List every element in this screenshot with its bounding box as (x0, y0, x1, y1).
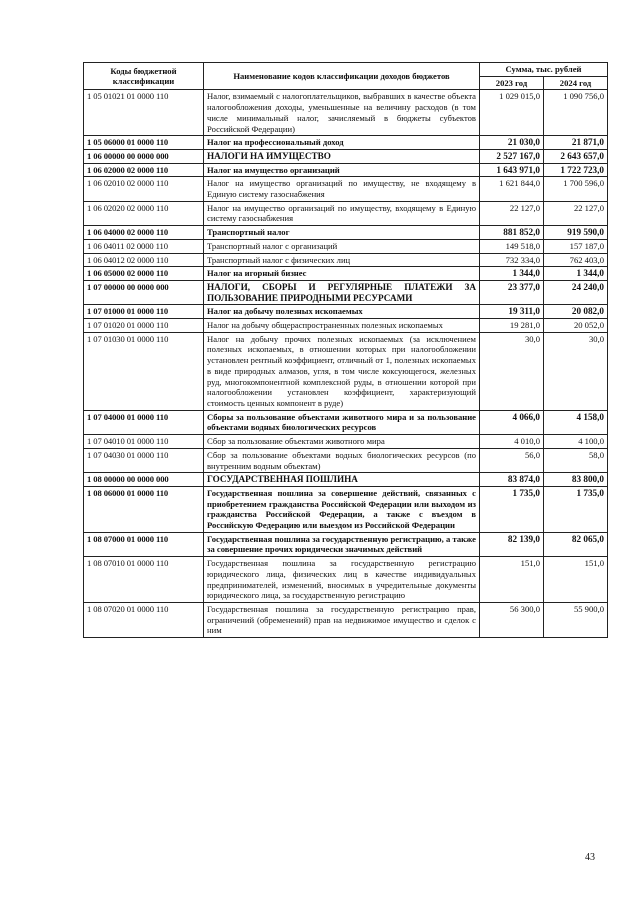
row-value-2023: 56 300,0 (480, 602, 544, 637)
table-row (84, 557, 608, 603)
row-value-2024: 4 100,0 (544, 435, 608, 449)
row-code: 1 08 07010 01 0000 110 (84, 557, 204, 603)
header-year-2023: 2023 год (480, 76, 544, 90)
table-row (84, 602, 608, 637)
row-value-2023: 1 621 844,0 (480, 177, 544, 201)
row-value-2023: 83 874,0 (480, 473, 544, 487)
header-name: Наименование кодов классификации доходов бюджетов (204, 63, 480, 90)
table-row (84, 486, 608, 532)
row-name: Налог на имущество организаций по имуществу, не входящему в Единую систему газоснабжения (204, 177, 480, 201)
row-value-2024: 1 735,0 (544, 486, 608, 532)
row-value-2023: 19 281,0 (480, 319, 544, 333)
row-value-2023: 732 334,0 (480, 253, 544, 267)
table-row (84, 435, 608, 449)
row-name: Налог на профессиональный доход (204, 136, 480, 150)
row-code: 1 07 01000 01 0000 110 (84, 305, 204, 319)
row-value-2024: 55 900,0 (544, 602, 608, 637)
row-value-2023: 149 518,0 (480, 239, 544, 253)
table-row (84, 267, 608, 281)
row-value-2023: 1 643 971,0 (480, 163, 544, 177)
row-code: 1 07 04030 01 0000 110 (84, 448, 204, 472)
header-sum: Сумма, тыс. рублей (480, 63, 608, 77)
row-code: 1 08 00000 00 0000 000 (84, 473, 204, 487)
table-body (84, 90, 608, 638)
table-row (84, 226, 608, 240)
row-code: 1 05 01021 01 0000 110 (84, 90, 204, 136)
row-code: 1 08 07000 01 0000 110 (84, 532, 204, 556)
row-value-2023: 23 377,0 (480, 280, 544, 304)
row-code: 1 07 04010 01 0000 110 (84, 435, 204, 449)
row-code: 1 06 04012 02 0000 110 (84, 253, 204, 267)
row-name: Транспортный налог с физических лиц (204, 253, 480, 267)
row-code: 1 05 06000 01 0000 110 (84, 136, 204, 150)
table-row (84, 90, 608, 136)
row-value-2023: 4 010,0 (480, 435, 544, 449)
row-name: Налог на добычу прочих полезных ископаемых (за исключением полезных ископаемых, в отношении которых при налогообложении установлен рентный коэффициент, отличный от 1, полезных ископаемых в виде природных алмазов, угля, в том числе коксующегося, железных руд, многокомпонентной комплексной руды, в отношении которой при налогообложении установлен коэффициент, характеризующий стоимость ценных компонент в руде) (204, 332, 480, 410)
row-value-2024: 1 722 723,0 (544, 163, 608, 177)
row-name: Налог на игорный бизнес (204, 267, 480, 281)
row-value-2024: 1 090 756,0 (544, 90, 608, 136)
row-code: 1 07 01020 01 0000 110 (84, 319, 204, 333)
table-row (84, 253, 608, 267)
row-code: 1 08 06000 01 0000 110 (84, 486, 204, 532)
table-row (84, 239, 608, 253)
row-value-2023: 1 029 015,0 (480, 90, 544, 136)
row-value-2023: 151,0 (480, 557, 544, 603)
header-code: Коды бюджетной классификации (84, 63, 204, 90)
row-name: Государственная пошлина за совершение действий, связанных с приобретением гражданства Российской Федерации или выходом из гражданства Российской Федерации, а также с въездом в Российскую Федерацию или выездом из Российской Федерации (204, 486, 480, 532)
row-name: Налог на имущество организаций (204, 163, 480, 177)
row-value-2023: 30,0 (480, 332, 544, 410)
row-value-2024: 919 590,0 (544, 226, 608, 240)
table-row (84, 410, 608, 434)
row-name: Сборы за пользование объектами животного мира и за пользование объектами водных биологических ресурсов (204, 410, 480, 434)
table-row (84, 473, 608, 487)
table-row (84, 149, 608, 163)
row-name: Государственная пошлина за государственную регистрацию юридического лица, физических лиц в качестве индивидуальных предпринимателей, изменений, вносимых в учредительные документы юридического лица, за государственную регистрацию (204, 557, 480, 603)
row-value-2024: 22 127,0 (544, 201, 608, 225)
row-code: 1 07 04000 01 0000 110 (84, 410, 204, 434)
row-value-2024: 82 065,0 (544, 532, 608, 556)
row-code: 1 06 02010 02 0000 110 (84, 177, 204, 201)
row-value-2023: 881 852,0 (480, 226, 544, 240)
row-code: 1 06 05000 02 0000 110 (84, 267, 204, 281)
row-name: Налог на добычу полезных ископаемых (204, 305, 480, 319)
row-name: Налог на добычу общераспространенных полезных ископаемых (204, 319, 480, 333)
row-code: 1 06 04000 02 0000 110 (84, 226, 204, 240)
row-name: Транспортный налог с организаций (204, 239, 480, 253)
row-name: Сбор за пользование объектами животного мира (204, 435, 480, 449)
row-value-2023: 21 030,0 (480, 136, 544, 150)
table-row (84, 332, 608, 410)
row-name: НАЛОГИ, СБОРЫ И РЕГУЛЯРНЫЕ ПЛАТЕЖИ ЗА ПОЛЬЗОВАНИЕ ПРИРОДНЫМИ РЕСУРСАМИ (204, 280, 480, 304)
row-value-2024: 157 187,0 (544, 239, 608, 253)
table-row (84, 305, 608, 319)
budget-revenue-table (83, 62, 608, 638)
row-value-2023: 82 139,0 (480, 532, 544, 556)
row-value-2024: 762 403,0 (544, 253, 608, 267)
row-value-2023: 2 527 167,0 (480, 149, 544, 163)
row-value-2024: 21 871,0 (544, 136, 608, 150)
row-value-2023: 19 311,0 (480, 305, 544, 319)
row-code: 1 08 07020 01 0000 110 (84, 602, 204, 637)
row-value-2023: 1 735,0 (480, 486, 544, 532)
row-code: 1 06 02020 02 0000 110 (84, 201, 204, 225)
table-row (84, 532, 608, 556)
row-name: Налог на имущество организаций по имуществу, входящему в Единую систему газоснабжения (204, 201, 480, 225)
row-code: 1 07 00000 00 0000 000 (84, 280, 204, 304)
row-value-2024: 24 240,0 (544, 280, 608, 304)
row-name: Транспортный налог (204, 226, 480, 240)
row-value-2023: 56,0 (480, 448, 544, 472)
row-value-2024: 151,0 (544, 557, 608, 603)
header-year-2024: 2024 год (544, 76, 608, 90)
row-value-2024: 83 800,0 (544, 473, 608, 487)
table-row (84, 201, 608, 225)
row-value-2024: 20 082,0 (544, 305, 608, 319)
table-row (84, 163, 608, 177)
row-value-2024: 2 643 657,0 (544, 149, 608, 163)
row-code: 1 06 00000 00 0000 000 (84, 149, 204, 163)
row-code: 1 06 02000 02 0000 110 (84, 163, 204, 177)
row-value-2024: 4 158,0 (544, 410, 608, 434)
table-row (84, 136, 608, 150)
row-name: Сбор за пользование объектами водных биологических ресурсов (по внутренним водным объектам) (204, 448, 480, 472)
page-number: 43 (585, 852, 595, 863)
budget-sheet (83, 62, 607, 638)
table-row (84, 448, 608, 472)
table-row (84, 280, 608, 304)
row-name: ГОСУДАРСТВЕННАЯ ПОШЛИНА (204, 473, 480, 487)
row-value-2023: 1 344,0 (480, 267, 544, 281)
row-code: 1 07 01030 01 0000 110 (84, 332, 204, 410)
row-code: 1 06 04011 02 0000 110 (84, 239, 204, 253)
row-value-2023: 4 066,0 (480, 410, 544, 434)
table-row (84, 319, 608, 333)
row-value-2024: 58,0 (544, 448, 608, 472)
table-header-row (84, 63, 608, 77)
row-value-2024: 30,0 (544, 332, 608, 410)
row-value-2024: 1 344,0 (544, 267, 608, 281)
row-name: Налог, взимаемый с налогоплательщиков, выбравших в качестве объекта налогообложения доходы, уменьшенные на величину расходов (в том числе минимальный налог, зачисляемый в бюджеты субъектов Российской Федерации) (204, 90, 480, 136)
table-row (84, 177, 608, 201)
row-value-2024: 1 700 596,0 (544, 177, 608, 201)
row-name: НАЛОГИ НА ИМУЩЕСТВО (204, 149, 480, 163)
row-value-2024: 20 052,0 (544, 319, 608, 333)
row-name: Государственная пошлина за государственную регистрацию, а также за совершение прочих юридически значимых действий (204, 532, 480, 556)
row-name: Государственная пошлина за государственную регистрацию прав, ограничений (обременений) прав на недвижимое имущество и сделок с ним (204, 602, 480, 637)
row-value-2023: 22 127,0 (480, 201, 544, 225)
